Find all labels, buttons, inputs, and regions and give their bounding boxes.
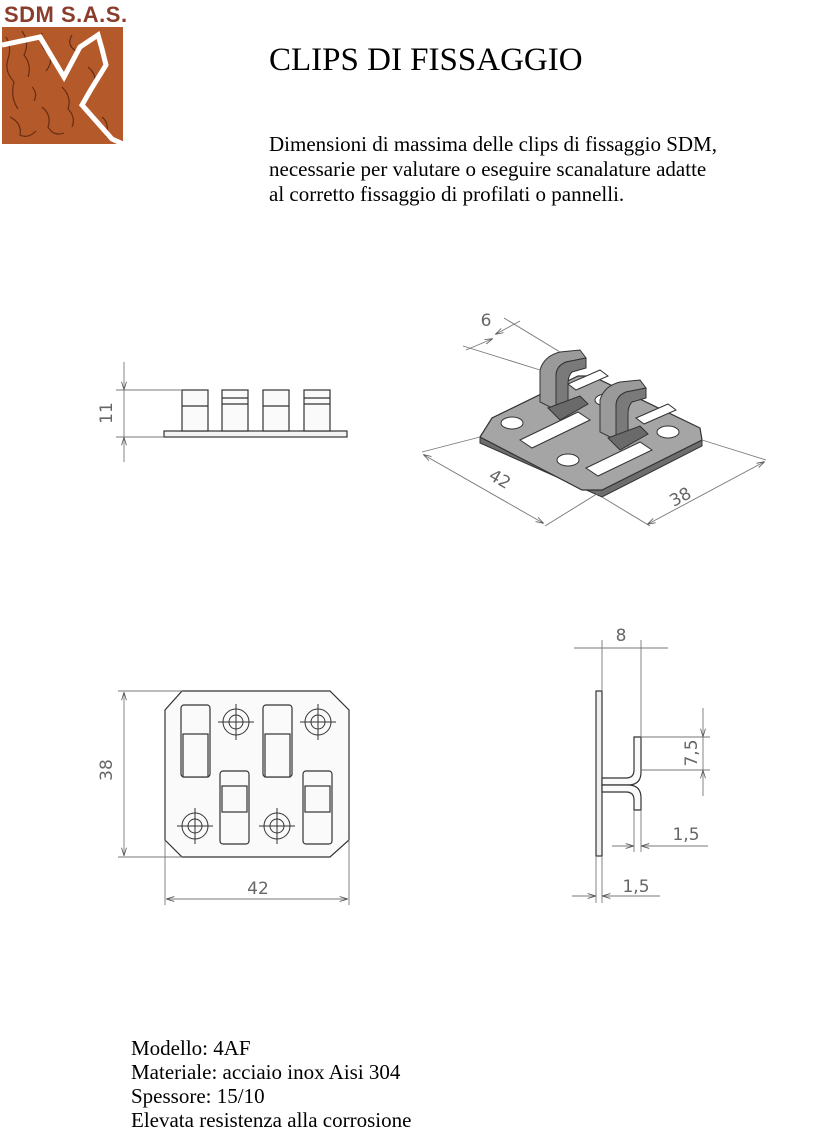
spec-model: Modello: 4AF [131,1036,251,1060]
profile-view [572,640,710,903]
page-title: CLIPS DI FISSAGGIO [269,42,583,78]
dim-profile-thickness: 1,5 [622,877,650,897]
dim-iso-slot-width: 6 [480,311,492,331]
intro-line-3: al corretto fissaggio di profilati o pannelli. [269,182,625,206]
dim-plan-width: 42 [247,879,269,899]
plan-view [118,691,349,905]
dim-iso-length: 42 [485,465,514,494]
dim-profile-tab: 7,5 [682,739,702,767]
brand-name: SDM S.A.S. [4,2,128,27]
intro-line-1: Dimensioni di massima delle clips di fissaggio SDM, [269,132,717,156]
intro-line-2: necessarie per valutare o eseguire scanalature adatte [269,157,707,181]
side-view [116,362,347,462]
dim-profile-gap: 1,5 [672,825,700,845]
dim-iso-width: 38 [666,483,695,512]
dim-plan-height: 38 [97,759,117,781]
dim-side-height: 11 [97,402,117,424]
isometric-view [422,318,766,526]
spec-note: Elevata resistenza alla corrosione [131,1108,412,1132]
spec-list [131,1036,411,1132]
spec-thickness: Spessore: 15/10 [131,1084,265,1108]
dim-profile-depth: 8 [615,626,627,646]
spec-material: Materiale: acciaio inox Aisi 304 [131,1060,401,1084]
